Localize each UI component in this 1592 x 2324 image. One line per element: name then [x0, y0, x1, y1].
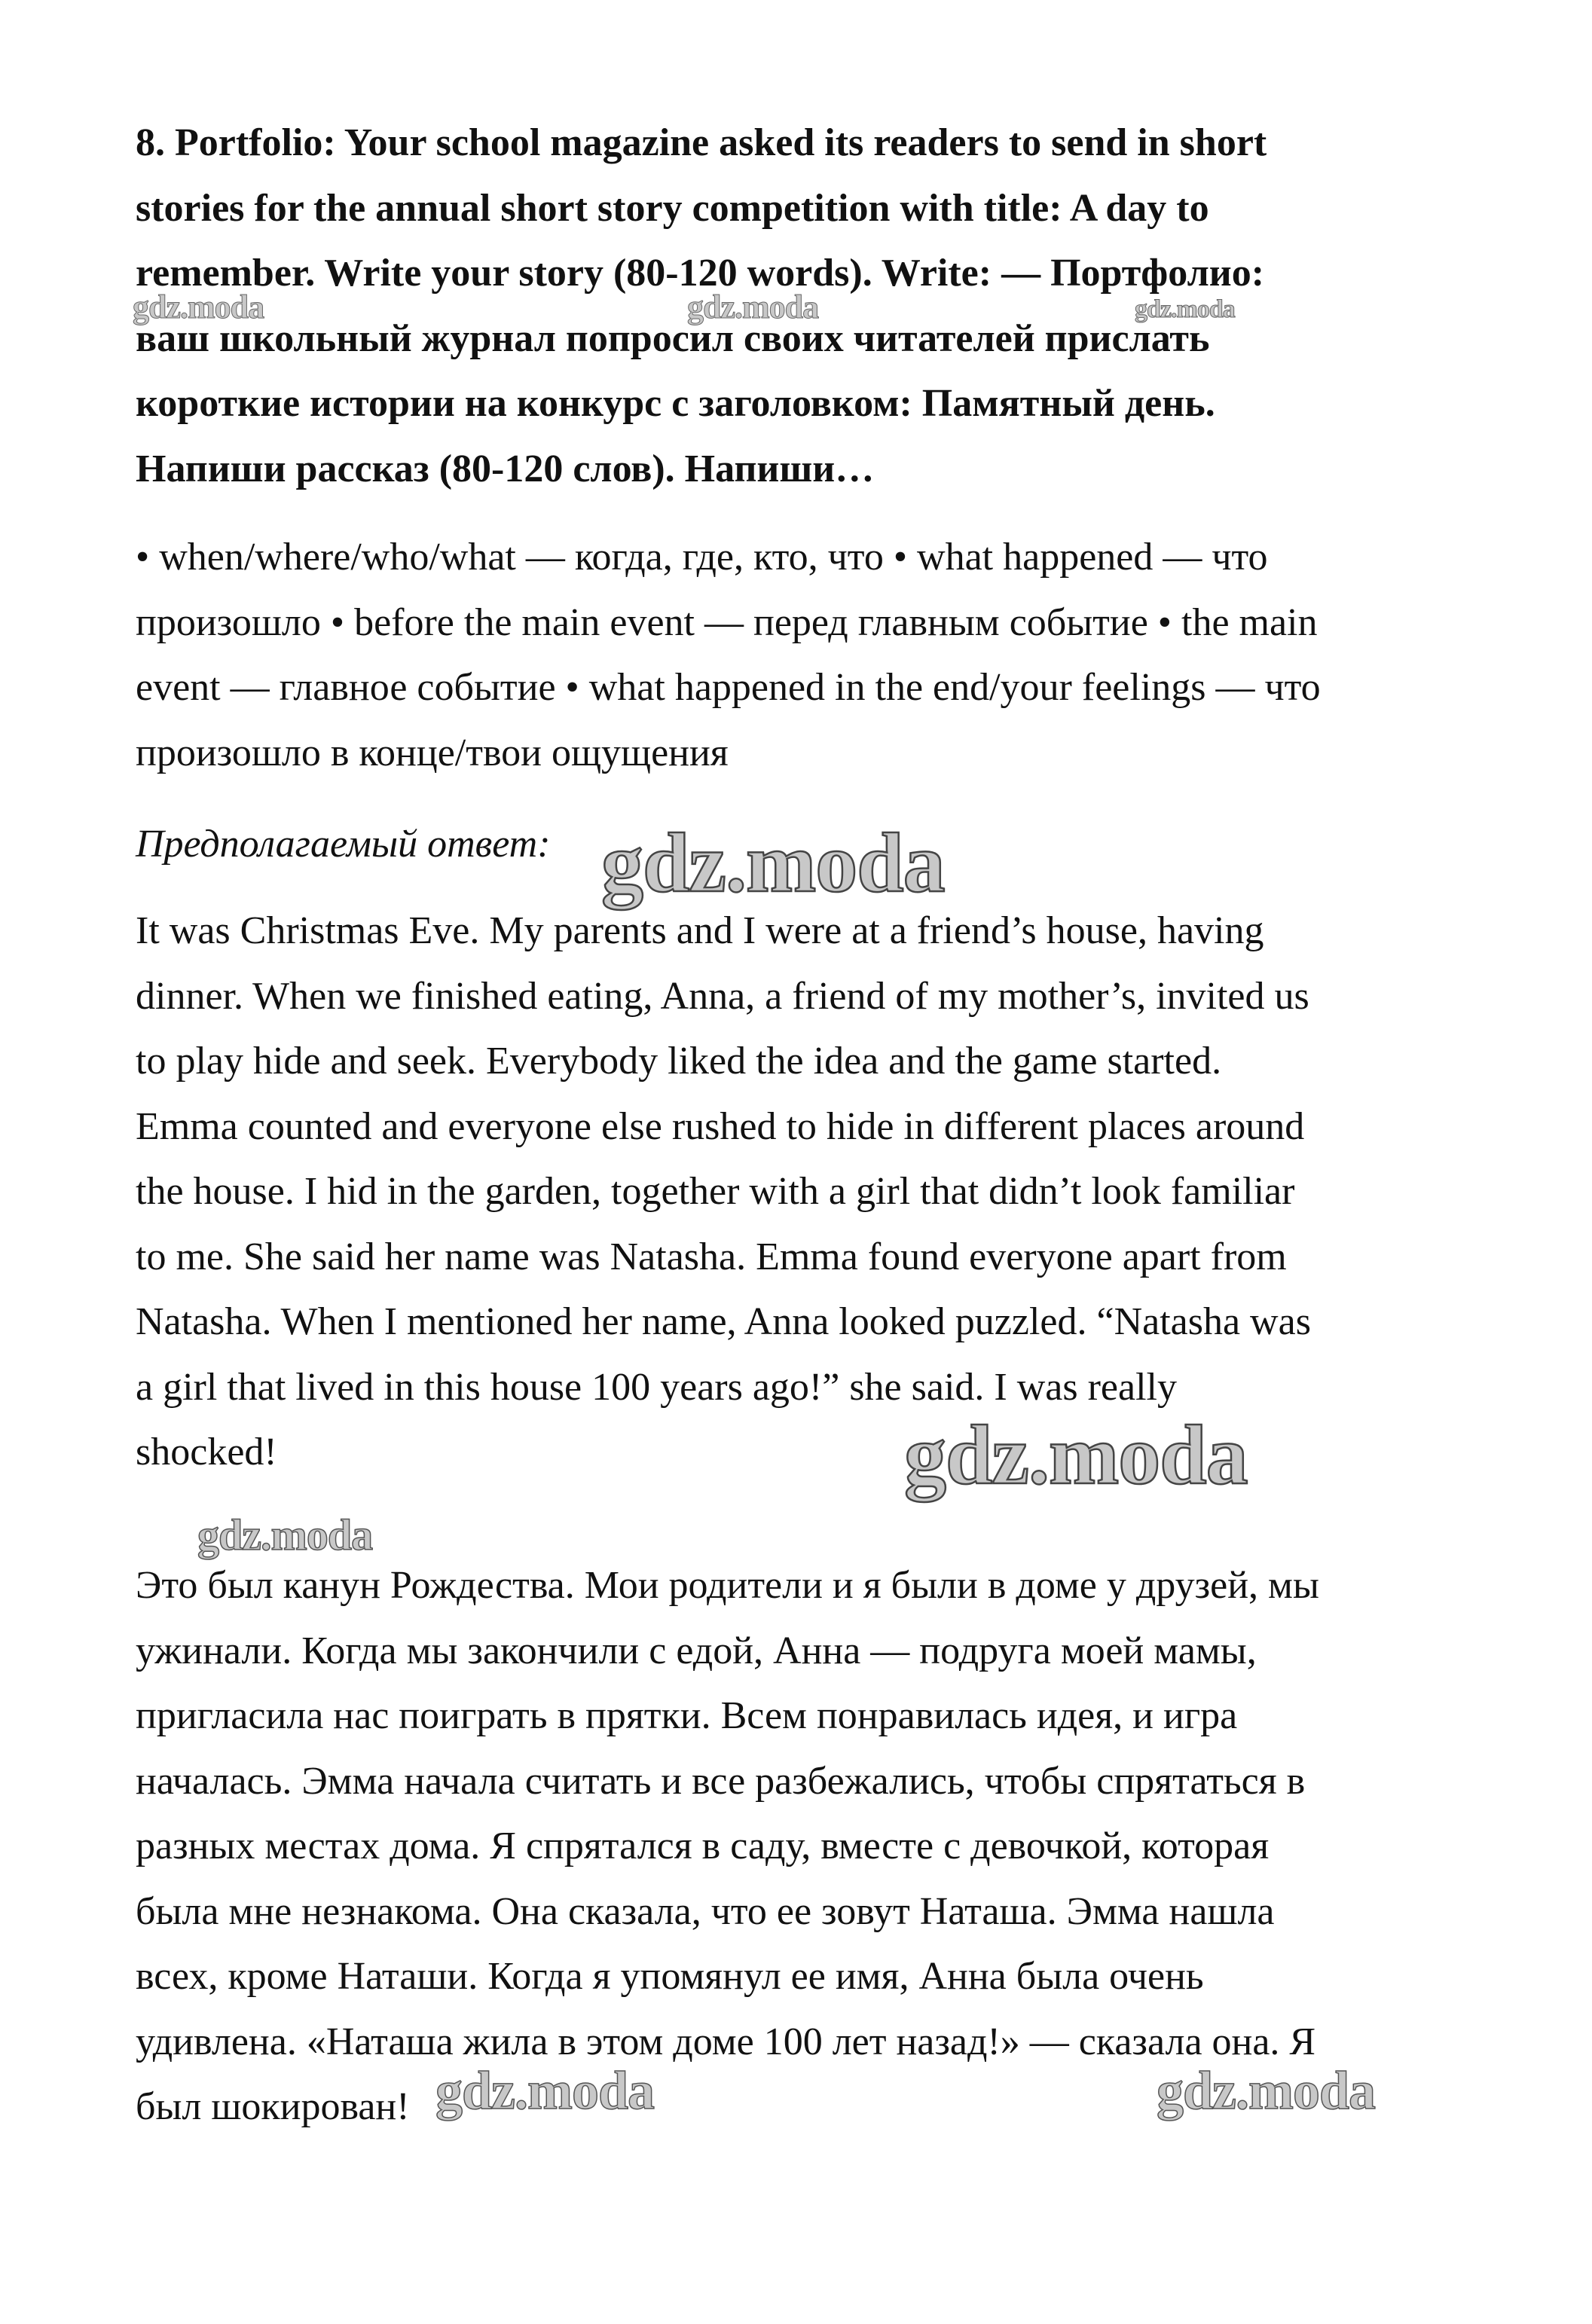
task-bullets — [136, 525, 1492, 786]
task-line: Напиши рассказ (80-120 слов). Напиши… — [136, 447, 875, 490]
task-line: remember. Write your story (80-120 words). Write: — Портфолио: — [136, 252, 1265, 295]
watermark: gdz.moda — [1135, 295, 1235, 323]
story-line: Это был канун Рождества. Мои родители и я были в доме у друзей, мы — [136, 1564, 1319, 1607]
story-russian — [136, 1553, 1492, 2140]
answer-label: Предполагаемый ответ: — [136, 823, 551, 866]
story-line: to play hide and seek. Everybody liked the idea and the game started. — [136, 1040, 1222, 1083]
story-line: the house. I hid in the garden, together with a girl that didn’t look familiar — [136, 1170, 1295, 1213]
story-line: была мне незнакома. Она сказала, что ее зовут Наташа. Эмма нашла — [136, 1889, 1275, 1933]
task-line: stories for the annual short story competition with title: A day to — [136, 186, 1209, 230]
story-line: Emma counted and everyone else rushed to hide in different places around — [136, 1104, 1305, 1148]
task-line: 8. Portfolio: Your school magazine asked its readers to send in short — [136, 121, 1267, 164]
story-line: всех, кроме Наташи. Когда я упомянул ее имя, Анна была очень — [136, 1955, 1204, 1998]
story-line: shocked! — [136, 1431, 277, 1473]
bullet-line: произошло • before the main event — перед главным событие • the main — [136, 600, 1318, 644]
story-line: пригласила нас поиграть в прятки. Всем понравилась идея, и игра — [136, 1694, 1238, 1737]
bullet-line: event — главное событие • what happened in the end/your feelings — что — [136, 666, 1321, 709]
story-line: был шокирован! — [136, 2085, 410, 2128]
watermark: gdz.moda — [687, 289, 819, 325]
story-line: dinner. When we finished eating, Anna, a friend of my mother’s, invited us — [136, 974, 1309, 1018]
bullet-line: • when/where/who/what — когда, где, кто, что • what happened — что — [136, 536, 1268, 579]
story-line: ужинали. Когда мы закончили с едой, Анна — подруга моей мамы, — [136, 1629, 1257, 1672]
task-line: короткие истории на конкурс с заголовком: Памятный день. — [136, 382, 1215, 425]
story-line: to me. She said her name was Natasha. Emma found everyone apart from — [136, 1235, 1287, 1278]
watermark: gdz.moda — [435, 2060, 655, 2121]
story-line: разных местах дома. Я спрятался в саду, вместе с девочкой, которая — [136, 1825, 1270, 1867]
bullet-line: произошло в конце/твои ощущения — [136, 731, 729, 774]
watermark: gdz.moda — [601, 817, 945, 910]
watermark: gdz.moda — [1157, 2060, 1376, 2121]
watermark: gdz.moda — [133, 289, 264, 325]
story-line: Natasha. When I mentioned her name, Anna looked puzzled. “Natasha was — [136, 1300, 1311, 1343]
story-line: It was Christmas Eve. My parents and I were at a friend’s house, having — [136, 909, 1264, 952]
story-english — [136, 899, 1492, 1486]
story-line: a girl that lived in this house 100 years ago!” she said. I was really — [136, 1365, 1177, 1409]
story-line: удивлена. «Наташа жила в этом доме 100 лет назад!» — сказала она. Я — [136, 2020, 1316, 2063]
watermark: gdz.moda — [904, 1409, 1248, 1502]
story-line: началась. Эмма начала считать и все разбежались, чтобы спрятаться в — [136, 1759, 1306, 1803]
watermark: gdz.moda — [197, 1510, 373, 1559]
task-line: ваш школьный журнал попросил своих читателей прислать — [136, 316, 1210, 360]
